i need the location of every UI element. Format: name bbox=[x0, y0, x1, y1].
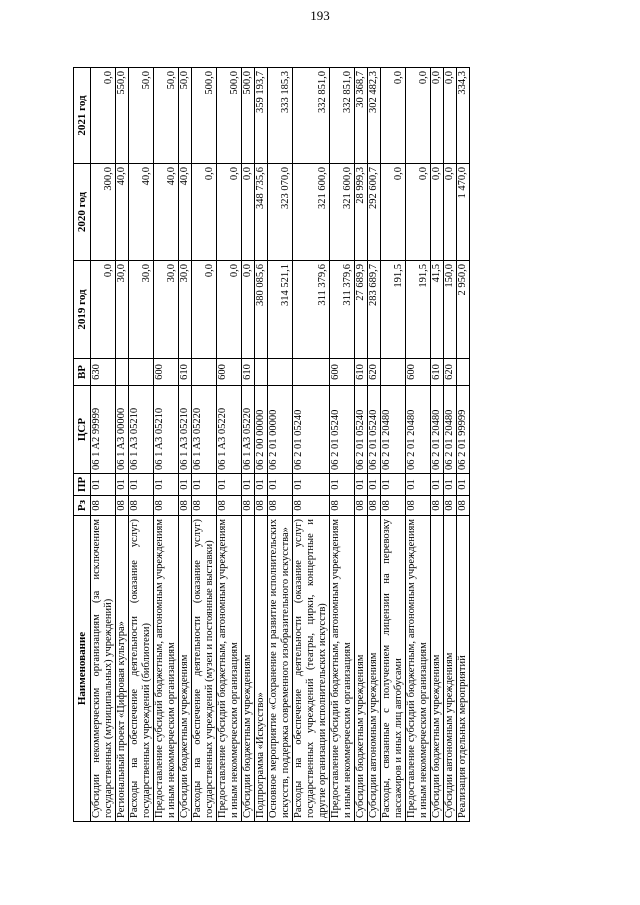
row-2019-cell: 283 689,7 bbox=[368, 261, 381, 359]
row-pr-cell: 01 bbox=[330, 474, 355, 496]
row-name-cell: Расходы на обеспечение деятельности (оказание услуг) государственных учреждений (библиотеки) bbox=[129, 516, 154, 822]
row-2021-cell: 50,0 bbox=[129, 68, 154, 164]
row-name-cell: Основное мероприятие «Сохранение и развитие исполнительских искусств, поддержка современного изобразительного искусства» bbox=[268, 516, 293, 822]
row-vr-cell bbox=[129, 359, 154, 386]
table-row bbox=[368, 68, 381, 822]
row-2019-cell: 0,0 bbox=[192, 261, 217, 359]
row-csr-cell: 06 2 01 05240 bbox=[293, 386, 330, 474]
row-name-cell: Субсидии автономным учреждениям bbox=[368, 516, 381, 822]
row-2020-cell: 323 070,0 bbox=[268, 164, 293, 261]
row-name-cell: Предоставление субсидий бюджетным, автономным учреждениям и иным некоммерческим организациям bbox=[217, 516, 242, 822]
row-2021-cell: 0,0 bbox=[406, 68, 431, 164]
row-rz-cell: 08 bbox=[444, 496, 457, 516]
row-2020-cell: 292 600,7 bbox=[368, 164, 381, 261]
row-2019-cell: 30,0 bbox=[116, 261, 129, 359]
row-2020-cell: 321 600,0 bbox=[293, 164, 330, 261]
budget-table bbox=[73, 67, 470, 822]
row-2019-cell: 41,5 bbox=[431, 261, 444, 359]
row-2021-cell: 302 482,3 bbox=[368, 68, 381, 164]
row-2020-cell: 40,0 bbox=[116, 164, 129, 261]
row-rz-cell: 08 bbox=[406, 496, 431, 516]
row-2019-cell: 30,0 bbox=[154, 261, 179, 359]
row-2020-cell: 1 470,0 bbox=[457, 164, 470, 261]
row-rz-cell: 08 bbox=[255, 496, 268, 516]
row-2021-cell: 0,0 bbox=[91, 68, 116, 164]
row-2020-cell: 0,0 bbox=[242, 164, 255, 261]
row-rz-cell: 08 bbox=[91, 496, 116, 516]
row-2021-cell: 332 851,0 bbox=[293, 68, 330, 164]
row-2019-cell: 191,5 bbox=[381, 261, 406, 359]
row-csr-cell: 06 1 A3 05220 bbox=[217, 386, 242, 474]
row-name-cell: Подпрограмма «Искусство» bbox=[255, 516, 268, 822]
row-csr-cell: 06 1 A3 00000 bbox=[116, 386, 129, 474]
row-2019-cell: 380 085,6 bbox=[255, 261, 268, 359]
row-2020-cell: 0,0 bbox=[406, 164, 431, 261]
header-csr: ЦСР bbox=[74, 386, 91, 474]
header-2021: 2021 год bbox=[74, 68, 91, 164]
row-csr-cell: 06 2 01 99999 bbox=[457, 386, 470, 474]
row-csr-cell: 06 2 01 20480 bbox=[381, 386, 406, 474]
row-2020-cell: 40,0 bbox=[129, 164, 154, 261]
row-csr-cell: 06 2 00 00000 bbox=[255, 386, 268, 474]
row-csr-cell: 06 2 01 20480 bbox=[406, 386, 431, 474]
table-row bbox=[242, 68, 255, 822]
table-row bbox=[217, 68, 242, 822]
row-rz-cell: 08 bbox=[293, 496, 330, 516]
row-name-cell: Субсидии автономным учреждениям bbox=[444, 516, 457, 822]
row-csr-cell: 06 1 A2 99999 bbox=[91, 386, 116, 474]
row-name-cell: Субсидии бюджетным учреждениям bbox=[431, 516, 444, 822]
row-2020-cell: 0,0 bbox=[431, 164, 444, 261]
row-rz-cell: 08 bbox=[330, 496, 355, 516]
row-vr-cell: 600 bbox=[217, 359, 242, 386]
row-rz-cell: 08 bbox=[179, 496, 192, 516]
row-pr-cell: 01 bbox=[91, 474, 116, 496]
row-pr-cell: 01 bbox=[154, 474, 179, 496]
row-rz-cell: 08 bbox=[192, 496, 217, 516]
row-name-cell: Реализация отдельных мероприятий bbox=[457, 516, 470, 822]
row-name-cell: Предоставление субсидий бюджетным, автономным учреждениям и иным некоммерческим организациям bbox=[154, 516, 179, 822]
row-vr-cell bbox=[381, 359, 406, 386]
row-rz-cell: 08 bbox=[116, 496, 129, 516]
row-rz-cell: 08 bbox=[242, 496, 255, 516]
header-2020: 2020 год bbox=[74, 164, 91, 261]
row-vr-cell: 610 bbox=[431, 359, 444, 386]
row-vr-cell bbox=[192, 359, 217, 386]
table-row bbox=[129, 68, 154, 822]
row-2019-cell: 30,0 bbox=[179, 261, 192, 359]
row-2021-cell: 550,0 bbox=[116, 68, 129, 164]
row-name-cell: Расходы, связанные с получением лицензии на перевозку пассажиров и иных лиц автобусами bbox=[381, 516, 406, 822]
row-rz-cell: 08 bbox=[268, 496, 293, 516]
row-vr-cell: 610 bbox=[242, 359, 255, 386]
row-csr-cell: 06 1 A3 05210 bbox=[129, 386, 154, 474]
row-vr-cell: 600 bbox=[154, 359, 179, 386]
row-rz-cell: 08 bbox=[368, 496, 381, 516]
row-pr-cell: 01 bbox=[406, 474, 431, 496]
row-2021-cell: 50,0 bbox=[154, 68, 179, 164]
row-rz-cell: 08 bbox=[431, 496, 444, 516]
table-row bbox=[457, 68, 470, 822]
header-pr: ПР bbox=[74, 474, 91, 496]
row-vr-cell: 600 bbox=[406, 359, 431, 386]
row-2019-cell: 30,0 bbox=[129, 261, 154, 359]
row-pr-cell: 01 bbox=[381, 474, 406, 496]
table-row bbox=[355, 68, 368, 822]
table-body bbox=[91, 68, 470, 822]
row-2020-cell: 348 735,6 bbox=[255, 164, 268, 261]
row-csr-cell: 06 2 01 00000 bbox=[268, 386, 293, 474]
row-2019-cell: 311 379,6 bbox=[293, 261, 330, 359]
row-pr-cell: 01 bbox=[179, 474, 192, 496]
table-row bbox=[116, 68, 129, 822]
row-name-cell: Региональный проект «Цифровая культура» bbox=[116, 516, 129, 822]
table-row bbox=[444, 68, 457, 822]
row-vr-cell: 620 bbox=[368, 359, 381, 386]
row-name-cell: Предоставление субсидий бюджетным, автономным учреждениям и иным некоммерческим организациям bbox=[330, 516, 355, 822]
header-2019: 2019 год bbox=[74, 261, 91, 359]
table-row bbox=[330, 68, 355, 822]
row-vr-cell bbox=[457, 359, 470, 386]
row-2021-cell: 500,0 bbox=[217, 68, 242, 164]
row-name-cell: Предоставление субсидий бюджетным, автономным учреждениям и иным некоммерческим организациям bbox=[406, 516, 431, 822]
table-row bbox=[406, 68, 431, 822]
row-vr-cell bbox=[255, 359, 268, 386]
row-pr-cell: 01 bbox=[242, 474, 255, 496]
row-pr-cell: 01 bbox=[217, 474, 242, 496]
header-vr: ВР bbox=[74, 359, 91, 386]
row-vr-cell: 600 bbox=[330, 359, 355, 386]
row-pr-cell: 01 bbox=[129, 474, 154, 496]
row-vr-cell bbox=[293, 359, 330, 386]
row-2021-cell: 359 193,7 bbox=[255, 68, 268, 164]
row-2021-cell: 0,0 bbox=[381, 68, 406, 164]
row-csr-cell: 06 1 A3 05210 bbox=[154, 386, 179, 474]
row-vr-cell bbox=[268, 359, 293, 386]
table-row bbox=[293, 68, 330, 822]
row-2019-cell: 314 521,1 bbox=[268, 261, 293, 359]
row-2019-cell: 0,0 bbox=[217, 261, 242, 359]
row-csr-cell: 06 2 01 20480 bbox=[431, 386, 444, 474]
row-pr-cell: 01 bbox=[355, 474, 368, 496]
header-rz: Рз bbox=[74, 496, 91, 516]
row-csr-cell: 06 2 01 05240 bbox=[355, 386, 368, 474]
row-vr-cell bbox=[116, 359, 129, 386]
table-row bbox=[381, 68, 406, 822]
row-pr-cell: 01 bbox=[368, 474, 381, 496]
header-name: Наименование bbox=[74, 516, 91, 822]
row-2021-cell: 333 185,3 bbox=[268, 68, 293, 164]
page-number: 193 bbox=[310, 8, 330, 23]
row-2020-cell: 0,0 bbox=[217, 164, 242, 261]
row-2019-cell: 191,5 bbox=[406, 261, 431, 359]
row-2021-cell: 30 368,7 bbox=[355, 68, 368, 164]
row-2021-cell: 50,0 bbox=[179, 68, 192, 164]
row-name-cell: Субсидии бюджетным учреждениям bbox=[242, 516, 255, 822]
row-2020-cell: 0,0 bbox=[444, 164, 457, 261]
row-2020-cell: 28 999,3 bbox=[355, 164, 368, 261]
table-header-row bbox=[74, 68, 91, 822]
row-vr-cell: 630 bbox=[91, 359, 116, 386]
row-2021-cell: 332 851,0 bbox=[330, 68, 355, 164]
row-2019-cell: 27 689,9 bbox=[355, 261, 368, 359]
row-rz-cell: 08 bbox=[355, 496, 368, 516]
row-2019-cell: 0,0 bbox=[242, 261, 255, 359]
table-row bbox=[179, 68, 192, 822]
row-2019-cell: 2 950,0 bbox=[457, 261, 470, 359]
table-row bbox=[431, 68, 444, 822]
table-row bbox=[268, 68, 293, 822]
row-2021-cell: 500,0 bbox=[242, 68, 255, 164]
row-2021-cell: 0,0 bbox=[431, 68, 444, 164]
row-2020-cell: 321 600,0 bbox=[330, 164, 355, 261]
row-pr-cell: 01 bbox=[192, 474, 217, 496]
row-rz-cell: 08 bbox=[154, 496, 179, 516]
row-2019-cell: 0,0 bbox=[91, 261, 116, 359]
row-csr-cell: 06 1 A3 05220 bbox=[242, 386, 255, 474]
row-csr-cell: 06 1 A3 05220 bbox=[192, 386, 217, 474]
table-row bbox=[91, 68, 116, 822]
budget-table-rotated bbox=[73, 68, 581, 822]
row-rz-cell: 08 bbox=[457, 496, 470, 516]
row-2021-cell: 500,0 bbox=[192, 68, 217, 164]
row-pr-cell: 01 bbox=[268, 474, 293, 496]
row-name-cell: Субсидии бюджетным учреждениям bbox=[179, 516, 192, 822]
row-rz-cell: 08 bbox=[381, 496, 406, 516]
row-2020-cell: 40,0 bbox=[154, 164, 179, 261]
row-pr-cell: 01 bbox=[431, 474, 444, 496]
row-vr-cell: 620 bbox=[444, 359, 457, 386]
row-rz-cell: 08 bbox=[217, 496, 242, 516]
row-2020-cell: 300,0 bbox=[91, 164, 116, 261]
row-rz-cell: 08 bbox=[129, 496, 154, 516]
row-pr-cell: 01 bbox=[255, 474, 268, 496]
row-pr-cell: 01 bbox=[457, 474, 470, 496]
row-name-cell: Субсидии бюджетным учреждениям bbox=[355, 516, 368, 822]
row-pr-cell: 01 bbox=[444, 474, 457, 496]
row-name-cell: Расходы на обеспечение деятельности (оказание услуг) государственных учреждений (театры, цирки, концертные и другие организации исполнительских искусств) bbox=[293, 516, 330, 822]
row-vr-cell: 610 bbox=[179, 359, 192, 386]
row-2019-cell: 150,0 bbox=[444, 261, 457, 359]
row-pr-cell: 01 bbox=[116, 474, 129, 496]
row-csr-cell: 06 2 01 05240 bbox=[368, 386, 381, 474]
row-vr-cell: 610 bbox=[355, 359, 368, 386]
table-row bbox=[154, 68, 179, 822]
table-row bbox=[192, 68, 217, 822]
row-name-cell: Субсидии некоммерческим организациям (за исключением государственных (муниципальных) учреждений) bbox=[91, 516, 116, 822]
row-name-cell: Расходы на обеспечение деятельности (оказание услуг) государственных учреждений (музеи и постоянные выставки) bbox=[192, 516, 217, 822]
row-2020-cell: 0,0 bbox=[192, 164, 217, 261]
row-csr-cell: 06 2 01 20480 bbox=[444, 386, 457, 474]
row-pr-cell: 01 bbox=[293, 474, 330, 496]
table-row bbox=[255, 68, 268, 822]
row-2020-cell: 40,0 bbox=[179, 164, 192, 261]
row-2020-cell: 0,0 bbox=[381, 164, 406, 261]
row-2021-cell: 334,3 bbox=[457, 68, 470, 164]
row-csr-cell: 06 2 01 05240 bbox=[330, 386, 355, 474]
row-csr-cell: 06 1 A3 05210 bbox=[179, 386, 192, 474]
row-2019-cell: 311 379,6 bbox=[330, 261, 355, 359]
row-2021-cell: 0,0 bbox=[444, 68, 457, 164]
